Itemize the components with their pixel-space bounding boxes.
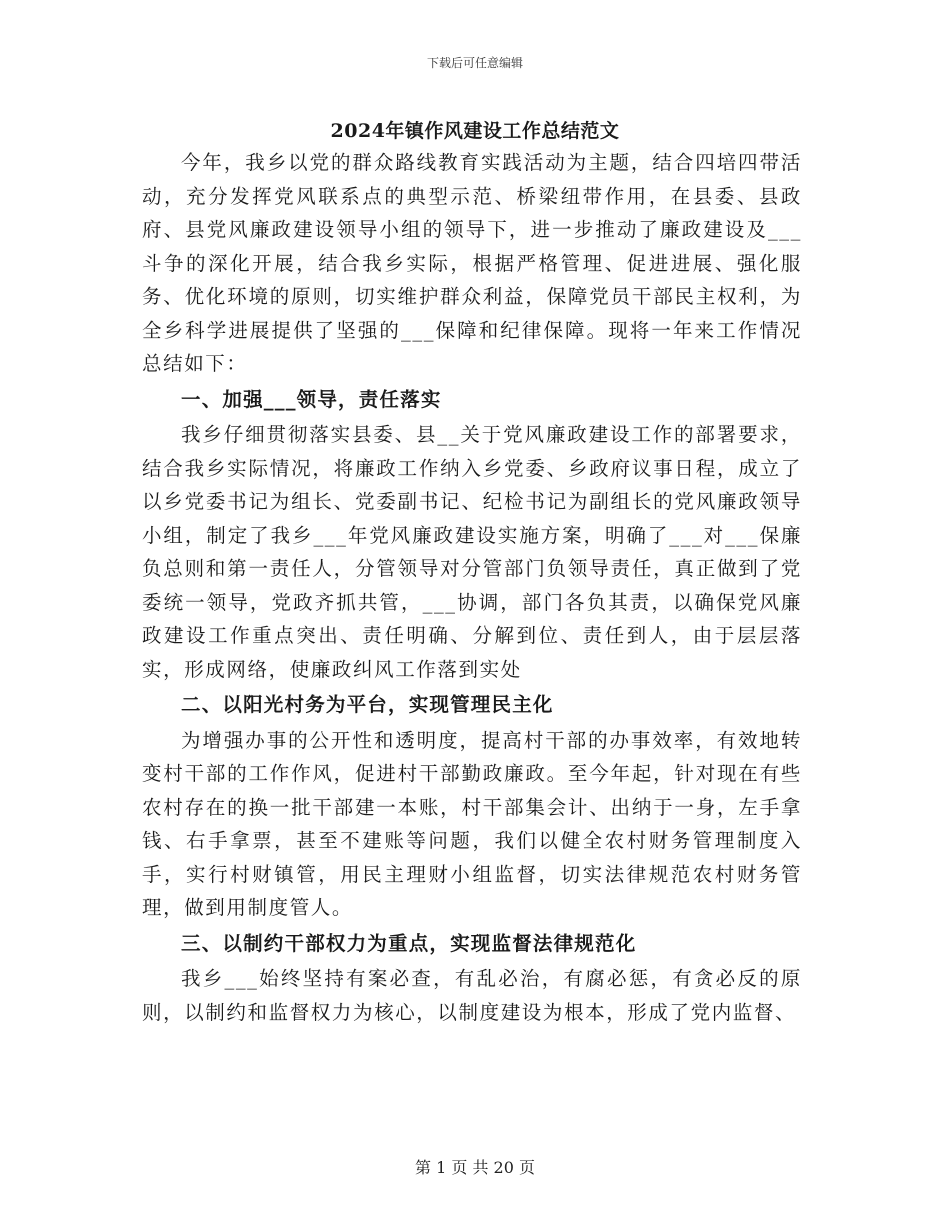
document-title: 2024年镇作风建设工作总结范文	[330, 120, 620, 142]
section-heading-2: 二、以阳光村务为平台，实现管理民主化	[181, 693, 554, 716]
section-heading-1: 一、加强___领导，责任落实	[181, 387, 442, 411]
header-note: 下载后可任意编辑	[426, 56, 523, 70]
section-paragraph-1: 我乡仔细贯彻落实县委、县__关于党风廉政建设工作的部署要求，结合我乡实际情况，将廉政工作纳入乡党委、乡政府议事日程，成立了以乡党委书记为组长、党委副书记、纪检书记为副组长的党风廉政领导小组，制定了我乡___年党风廉政建设实施方案，明确了___对___保廉负总则和第一责任人，分管领导对分管部门负领导责任，真正做到了党委统一领导，党政齐抓共管，___协调，部门各负其责，以确保党风廉政建设工作重点突出、责任明确、分解到位、责任到人，由于层层落实，形成网络，使廉政纠风工作落到实处	[142, 423, 802, 681]
document-body	[142, 146, 802, 1029]
section-paragraph-2: 为增强办事的公开性和透明度，提高村干部的办事效率，有效地转变村干部的工作作风，促进村干部勤政廉政。至今年起，针对现在有些农村存在的换一批干部建一本账，村干部集会计、出纳于一身，左手拿钱、右手拿票，甚至不建账等问题，我们以健全农村财务管理制度入手，实行村财镇管，用民主理财小组监督，切实法律规范农村财务管理，做到用制度管人。	[142, 728, 802, 919]
section-paragraph-3: 我乡___始终坚持有案必查，有乱必治，有腐必惩，有贪必反的原则，以制约和监督权力为核心，以制度建设为根本，形成了党内监督、	[142, 967, 802, 1024]
intro-paragraph: 今年，我乡以党的群众路线教育实践活动为主题，结合四培四带活动，充分发挥党风联系点的典型示范、桥梁纽带作用，在县委、县政府、县党风廉政建设领导小组的领导下，进一步推动了廉政建设及___斗争的深化开展，结合我乡实际，根据严格管理、促进进展、强化服务、优化环境的原则，切实维护群众利益，保障党员干部民主权利，为全乡科学进展提供了坚强的___保障和纪律保障。现将一年来工作情况总结如下：	[142, 151, 802, 375]
section-heading-3: 三、以制约干部权力为重点，实现监督法律规范化	[181, 931, 637, 955]
page-footer: 第 1 页 共 20 页	[415, 1158, 535, 1177]
